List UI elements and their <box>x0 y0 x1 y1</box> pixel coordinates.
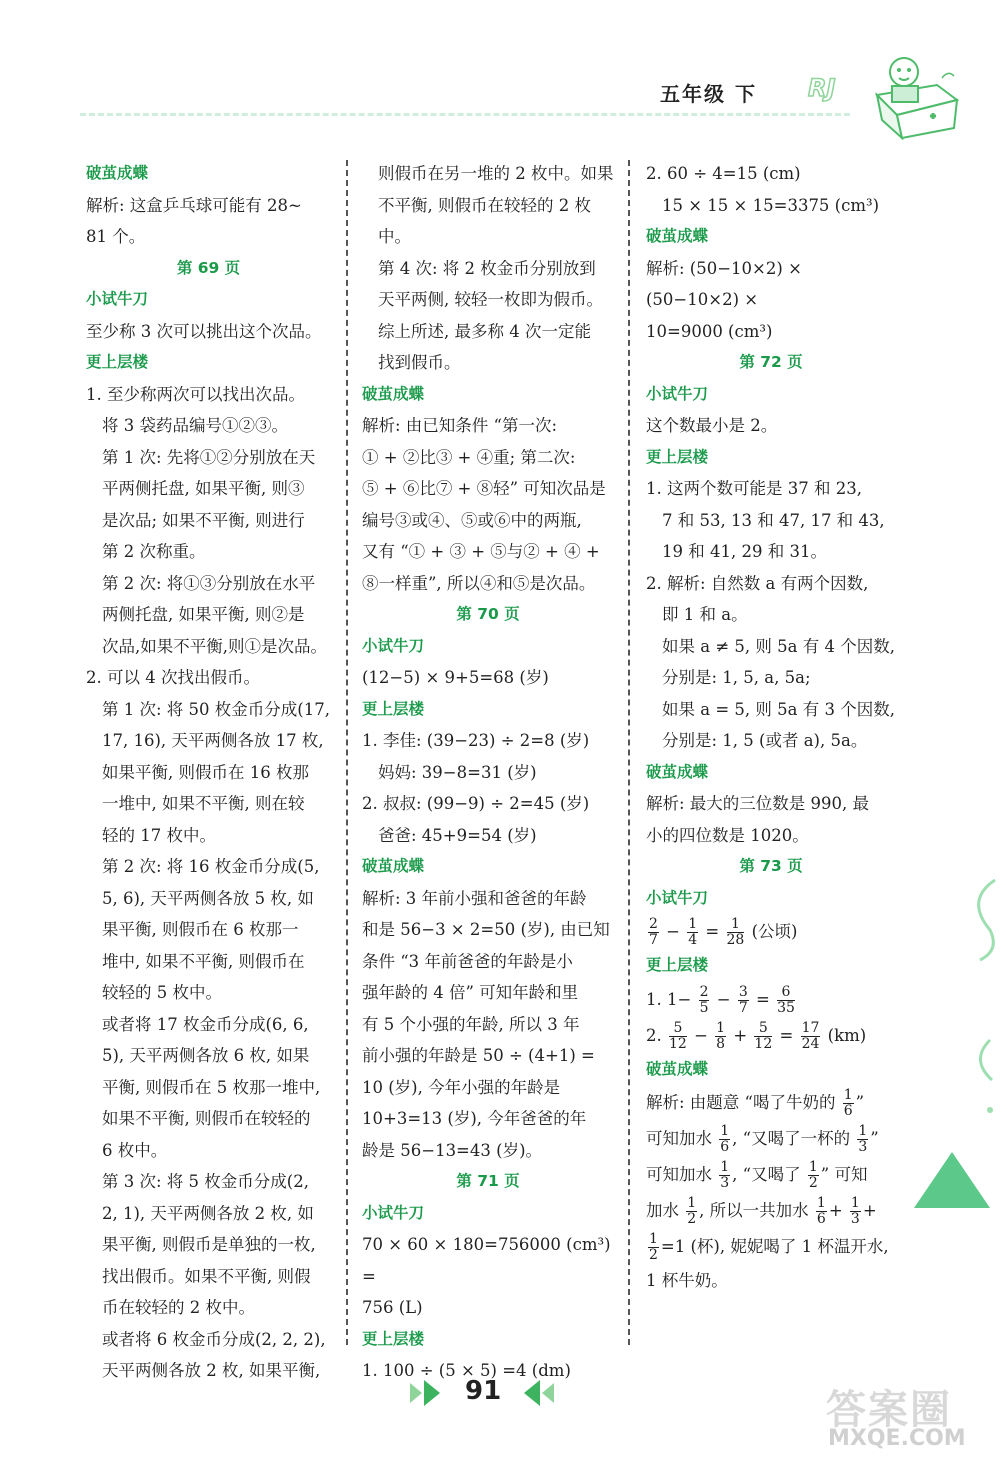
answer-column-3 <box>646 158 896 1297</box>
text-line: 第 3 次: 将 5 枚金币分成(2, <box>102 1172 309 1191</box>
fraction: $\frac{1}{2}$ <box>808 1159 818 1191</box>
section-heading: 更上层楼 <box>362 699 425 718</box>
text-line: 2, 1), 天平两侧各放 2 枚, 如 <box>102 1203 314 1223</box>
text-line: 70 × 60 × 180=756000 (cm³) = <box>362 1235 611 1286</box>
fraction: $\frac{5}{12}$ <box>754 1019 773 1052</box>
text-line: 10=9000 (cm³) <box>646 321 773 341</box>
watermark-logo: 答案圈 <box>826 1387 952 1433</box>
text-line: 第 2 次: 将①③分别放在水平 <box>102 573 316 593</box>
text-line: 找出假币。如果不平衡, 则假 <box>102 1266 311 1286</box>
text-line: 找到假币。 <box>378 353 461 372</box>
swirl-decoration <box>960 860 1000 1130</box>
fraction: $\frac{6}{35}$ <box>777 983 795 1016</box>
section-heading: 更上层楼 <box>646 447 709 466</box>
section-heading: 更上层楼 <box>646 956 709 974</box>
section-heading: 小试牛刀 <box>86 290 149 308</box>
answer-column-1 <box>86 158 331 1387</box>
text-line: 1. 至少称两次可以找出次品。 <box>86 384 305 404</box>
section-heading: 破茧成蝶 <box>362 384 425 403</box>
text-line: 或者将 6 枚金币分成(2, 2, 2), <box>102 1329 326 1349</box>
text-line: 解析: 最大的三位数是 990, 最 <box>646 794 870 813</box>
fraction: $\frac{1}{2}$ <box>687 1195 697 1227</box>
section-heading: 小试牛刀 <box>362 1203 425 1222</box>
text-line: 一堆中, 如果不平衡, 则在较 <box>102 794 305 813</box>
text-line: 第 4 次: 将 2 枚金币分别放到 <box>378 258 596 278</box>
text-line: 次品,如果不平衡,则①是次品。 <box>102 636 327 656</box>
text-line: 19 和 41, 29 和 31。 <box>662 542 827 561</box>
column-divider <box>628 160 630 1345</box>
text-line: 果平衡, 则假币是单独的一枚, <box>102 1235 316 1254</box>
section-heading: 小试牛刀 <box>646 384 709 403</box>
text-line: 6 枚中。 <box>102 1140 168 1160</box>
text-line: 加水 $\frac{1}{2}$ , 所以一共加水 $\frac{1}{6}$ + $\frac{1}{3}$ + <box>646 1195 877 1227</box>
section-heading: 更上层楼 <box>86 353 149 371</box>
text-line: (12−5) × 9+5=68 (岁) <box>362 668 549 687</box>
text-line: 15 × 15 × 15=3375 (cm³) <box>662 195 880 215</box>
text-line: 爸爸: 45+9=54 (岁) <box>378 825 537 845</box>
text-line: 5), 天平两侧各放 6 枚, 如果 <box>102 1046 310 1065</box>
text-line: ⑤ + ⑥比⑦ + ⑧轻” 可知次品是 <box>362 479 606 498</box>
section-heading: 破茧成蝶 <box>646 1059 709 1078</box>
text-line: 2. 解析: 自然数 a 有两个因数, <box>646 573 869 593</box>
fraction: $\frac{1}{4}$ <box>688 916 698 948</box>
text-line: 有 5 个小强的年龄, 所以 3 年 <box>362 1014 580 1034</box>
fraction-equation: 1. 1− $\frac{2}{5}$ − $\frac{3}{7}$ = $\frac{6}{35}$ <box>646 983 795 1016</box>
text-line: 17, 16), 天平两侧各放 17 枚, <box>102 731 324 750</box>
text-line: 又有 “① + ③ + ⑤与② + ④ + <box>362 542 600 561</box>
text-line: 10+3=13 (岁), 今年爸爸的年 <box>362 1109 587 1128</box>
text-line: 第 2 次: 将 16 枚金币分成(5, <box>102 857 320 876</box>
text-line: 解析: 3 年前小强和爸爸的年龄 <box>362 888 587 908</box>
text-line: 756 (L) <box>362 1298 423 1317</box>
text-line: ① + ②比③ + ④重; 第二次: <box>362 447 576 467</box>
fraction-equation: $\frac{2}{7}$ − $\frac{1}{4}$ = $\frac{1}{28}$ (公顷) <box>649 916 798 948</box>
text-line: 第 1 次: 先将①②分别放在天 <box>102 447 316 467</box>
page-heading: 第 71 页 <box>456 1172 520 1190</box>
text-line: 如果 a ≠ 5, 则 5a 有 4 个因数, <box>662 636 895 656</box>
text-line: 1. 李佳: (39−23) ÷ 2=8 (岁) <box>362 731 590 750</box>
fraction: $\frac{1}{3}$ <box>850 1195 860 1227</box>
header-title: 五年级 下 <box>660 82 757 106</box>
text-line: 较轻的 5 枚中。 <box>102 983 222 1002</box>
double-arrow-left-icon <box>518 1378 558 1408</box>
section-heading: 破茧成蝶 <box>86 164 149 182</box>
text-line: 编号③或④、⑤或⑥中的两瓶, <box>362 510 582 530</box>
text-line: 10 (岁), 今年小强的年龄是 <box>362 1077 561 1097</box>
text-line: 81 个。 <box>86 227 146 246</box>
fraction: $\frac{1}{6}$ <box>816 1195 826 1227</box>
text-line: 1 杯牛奶。 <box>646 1271 728 1290</box>
fraction: $\frac{1}{8}$ <box>716 1019 726 1052</box>
text-line: 解析: 这盒乒乓球可能有 28~ <box>86 195 302 215</box>
fraction: $\frac{1}{6}$ <box>843 1087 853 1119</box>
text-line: $\frac{1}{2}$ =1 (杯), 妮妮喝了 1 杯温开水, <box>649 1231 889 1263</box>
section-heading: 小试牛刀 <box>362 636 425 655</box>
page-heading: 第 73 页 <box>739 857 803 875</box>
mascot-illustration <box>862 40 962 140</box>
text-line: 5, 6), 天平两侧各放 5 枚, 如 <box>102 888 314 908</box>
text-line: 和是 56−3 × 2=50 (岁), 由已知 <box>362 920 610 939</box>
text-line: 则假币在另一堆的 2 枚中。如果 <box>378 164 614 183</box>
text-line: 两侧托盘, 如果平衡, 则②是 <box>102 605 305 624</box>
answer-column-2 <box>362 158 614 1387</box>
text-line: 天平两侧各放 2 枚, 如果平衡, <box>102 1361 321 1380</box>
fraction: $\frac{1}{3}$ <box>720 1159 730 1191</box>
brand-logo: RJ <box>808 74 836 102</box>
text-line: 堆中, 如果不平衡, 则假币在 <box>102 951 305 971</box>
text-line: 天平两侧, 较轻一枚即为假币。 <box>378 290 603 309</box>
text-line: 可知加水 $\frac{1}{3}$ , “又喝了 $\frac{1}{2}$ ” 可知 <box>646 1159 868 1191</box>
text-line: 如果不平衡, 则假币在较轻的 <box>102 1109 311 1128</box>
text-line: 或者将 17 枚金币分成(6, 6, <box>102 1014 309 1034</box>
page-number: 91 <box>465 1376 502 1406</box>
text-line: 这个数最小是 2。 <box>646 416 778 435</box>
text-line: 解析: (50−10×2) × (50−10×2) × <box>646 258 802 309</box>
double-arrow-right-icon <box>408 1378 448 1408</box>
page-heading: 第 70 页 <box>456 605 520 623</box>
watermark-url: MXQE.COM <box>828 1426 966 1451</box>
text-line: 可知加水 $\frac{1}{6}$ , “又喝了一杯的 $\frac{1}{3}$ ” <box>646 1123 879 1155</box>
text-line: 前小强的年龄是 50 ÷ (4+1) = <box>362 1046 595 1065</box>
text-line: 第 2 次称重。 <box>102 542 206 561</box>
text-line: 轻的 17 枚中。 <box>102 825 216 845</box>
text-line: 平衡, 则假币在 5 枚那一堆中, <box>102 1077 321 1097</box>
text-line: 如果 a = 5, 则 5a 有 3 个因数, <box>662 699 895 719</box>
text-line: 综上所述, 最多称 4 次一定能 <box>378 321 591 341</box>
text-line: 将 3 袋药品编号①②③。 <box>102 416 288 435</box>
text-line: 小的四位数是 1020。 <box>646 825 809 845</box>
fraction: $\frac{5}{12}$ <box>669 1019 687 1052</box>
fraction: $\frac{1}{2}$ <box>649 1231 658 1263</box>
fraction: $\frac{17}{24}$ <box>801 1019 820 1052</box>
text-line: 条件 “3 年前爸爸的年龄是小 <box>362 951 573 971</box>
text-line: 7 和 53, 13 和 47, 17 和 43, <box>662 510 885 530</box>
header-divider <box>80 113 850 116</box>
text-line: 果平衡, 则假币在 6 枚那一 <box>102 920 299 939</box>
column-divider <box>346 160 348 1345</box>
text-line: 分别是: 1, 5, a, 5a; <box>662 668 811 687</box>
text-line: 不平衡, 则假币在较轻的 2 枚中。 <box>378 195 591 246</box>
fraction: $\frac{2}{7}$ <box>649 916 658 948</box>
text-line: 平两侧托盘, 如果平衡, 则③ <box>102 479 305 498</box>
fraction: $\frac{3}{7}$ <box>738 983 748 1016</box>
text-line: 强年龄的 4 倍” 可知年龄和里 <box>362 983 579 1002</box>
section-heading: 破茧成蝶 <box>362 857 425 875</box>
section-heading: 破茧成蝶 <box>646 762 709 781</box>
fraction: $\frac{1}{28}$ <box>726 916 745 948</box>
text-line: 龄是 56−13=43 (岁)。 <box>362 1140 543 1160</box>
text-line: 2. 60 ÷ 4=15 (cm) <box>646 164 801 183</box>
triangle-decoration <box>912 1150 992 1210</box>
fraction: $\frac{1}{3}$ <box>858 1123 868 1155</box>
fraction-equation: 2. $\frac{5}{12}$ − $\frac{1}{8}$ + $\frac{5}{12}$ = $\frac{17}{24}$ (km) <box>646 1019 867 1052</box>
page-heading: 第 72 页 <box>739 353 803 371</box>
text-line: 2. 可以 4 次找出假币。 <box>86 668 260 687</box>
text-line: 至少称 3 次可以挑出这个次品。 <box>86 321 322 341</box>
unit-label: (公顷) <box>751 922 798 941</box>
text-line: 是次品; 如果不平衡, 则进行 <box>102 510 305 530</box>
text-line: ⑧一样重”, 所以④和⑤是次品。 <box>362 573 596 593</box>
text-line: 分别是: 1, 5 (或者 a), 5a。 <box>662 731 868 750</box>
text-line: 币在较轻的 2 枚中。 <box>102 1298 255 1317</box>
text-line: 1. 100 ÷ (5 × 5) =4 (dm) <box>362 1361 571 1380</box>
text-line: 即 1 和 a。 <box>662 605 748 624</box>
text-line: 1. 这两个数可能是 37 和 23, <box>646 479 862 498</box>
section-heading: 破茧成蝶 <box>646 227 709 245</box>
fraction: $\frac{1}{6}$ <box>720 1123 730 1155</box>
fraction: $\frac{2}{5}$ <box>699 983 709 1016</box>
text-line: 2. 叔叔: (99−9) ÷ 2=45 (岁) <box>362 794 590 813</box>
unit-label: (km) <box>827 1025 867 1045</box>
text-line: 妈妈: 39−8=31 (岁) <box>378 762 537 782</box>
text-line: 第 1 次: 将 50 枚金币分成(17, <box>102 699 330 719</box>
text-line: 如果平衡, 则假币在 16 枚那 <box>102 762 309 782</box>
section-heading: 更上层楼 <box>362 1329 425 1348</box>
page-heading: 第 69 页 <box>176 258 241 277</box>
text-line: 解析: 由已知条件 “第一次: <box>362 416 558 435</box>
text-line: 解析: 由题意 “喝了牛奶的 $\frac{1}{6}$ ” <box>646 1087 865 1119</box>
section-heading: 小试牛刀 <box>646 888 709 907</box>
